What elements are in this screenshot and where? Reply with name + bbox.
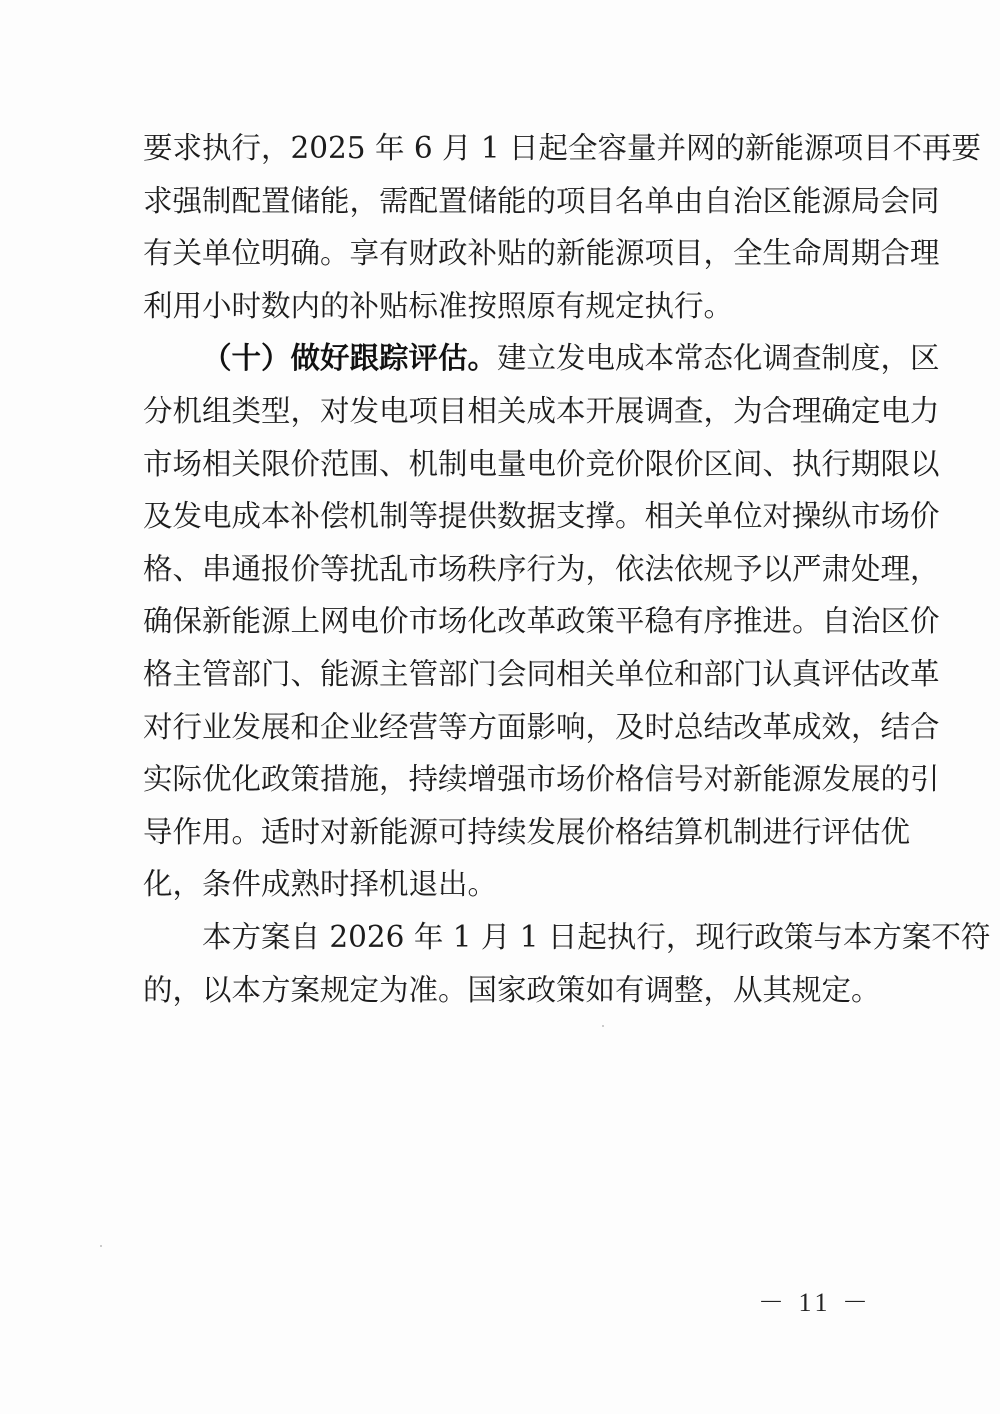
paragraph-line: 利用小时数内的补贴标准按照原有规定执行。 — [143, 288, 734, 323]
paragraph-line: 化，条件成熟时择机退出。 — [143, 867, 498, 902]
paragraph-line: 对行业发展和企业经营等方面影响，及时总结改革成效，结合 — [143, 709, 940, 744]
paragraph-line: 分机组类型，对发电项目相关成本开展调查，为合理确定电力 — [143, 393, 940, 428]
paragraph-line: 求强制配置储能，需配置储能的项目名单由自治区能源局会同 — [143, 183, 940, 218]
scan-speck — [100, 1245, 102, 1247]
paragraph-line: 确保新能源上网电价市场化改革政策平稳有序推进。自治区价 — [143, 604, 940, 639]
paragraph-line: 市场相关限价范围、机制电量电价竞价限价区间、执行期限以 — [143, 446, 940, 481]
paragraph-line: 要求执行，2025 年 6 月 1 日起全容量并网的新能源项目不再要 — [143, 131, 981, 165]
section-first-line-text: 建立发电成本常态化调查制度，区 — [497, 341, 940, 376]
paragraph-line: 格主管部门、能源主管部门会同相关单位和部门认真评估改革 — [143, 656, 940, 691]
page-number: － 11 － — [757, 1288, 872, 1317]
paragraph-line: 有关单位明确。享有财政补贴的新能源项目，全生命周期合理 — [143, 236, 940, 271]
paragraph-line: 导作用。适时对新能源可持续发展价格结算机制进行评估优 — [143, 814, 911, 849]
body-text — [143, 122, 991, 1016]
section-heading: （十）做好跟踪评估。 — [202, 340, 498, 376]
scan-speck — [602, 1025, 604, 1027]
paragraph-line: 本方案自 2026 年 1 月 1 日起执行，现行政策与本方案不符 — [202, 919, 991, 954]
paragraph-line: 格、串通报价等扰乱市场秩序行为，依法依规予以严肃处理， — [143, 551, 940, 586]
paragraph-line: 实际优化政策措施，持续增强市场价格信号对新能源发展的引 — [143, 762, 940, 797]
paragraph-line: 及发电成本补偿机制等提供数据支撑。相关单位对操纵市场价 — [143, 499, 940, 534]
paragraph-line: 的，以本方案规定为准。国家政策如有调整，从其规定。 — [143, 972, 881, 1007]
section-first-line — [143, 332, 940, 385]
